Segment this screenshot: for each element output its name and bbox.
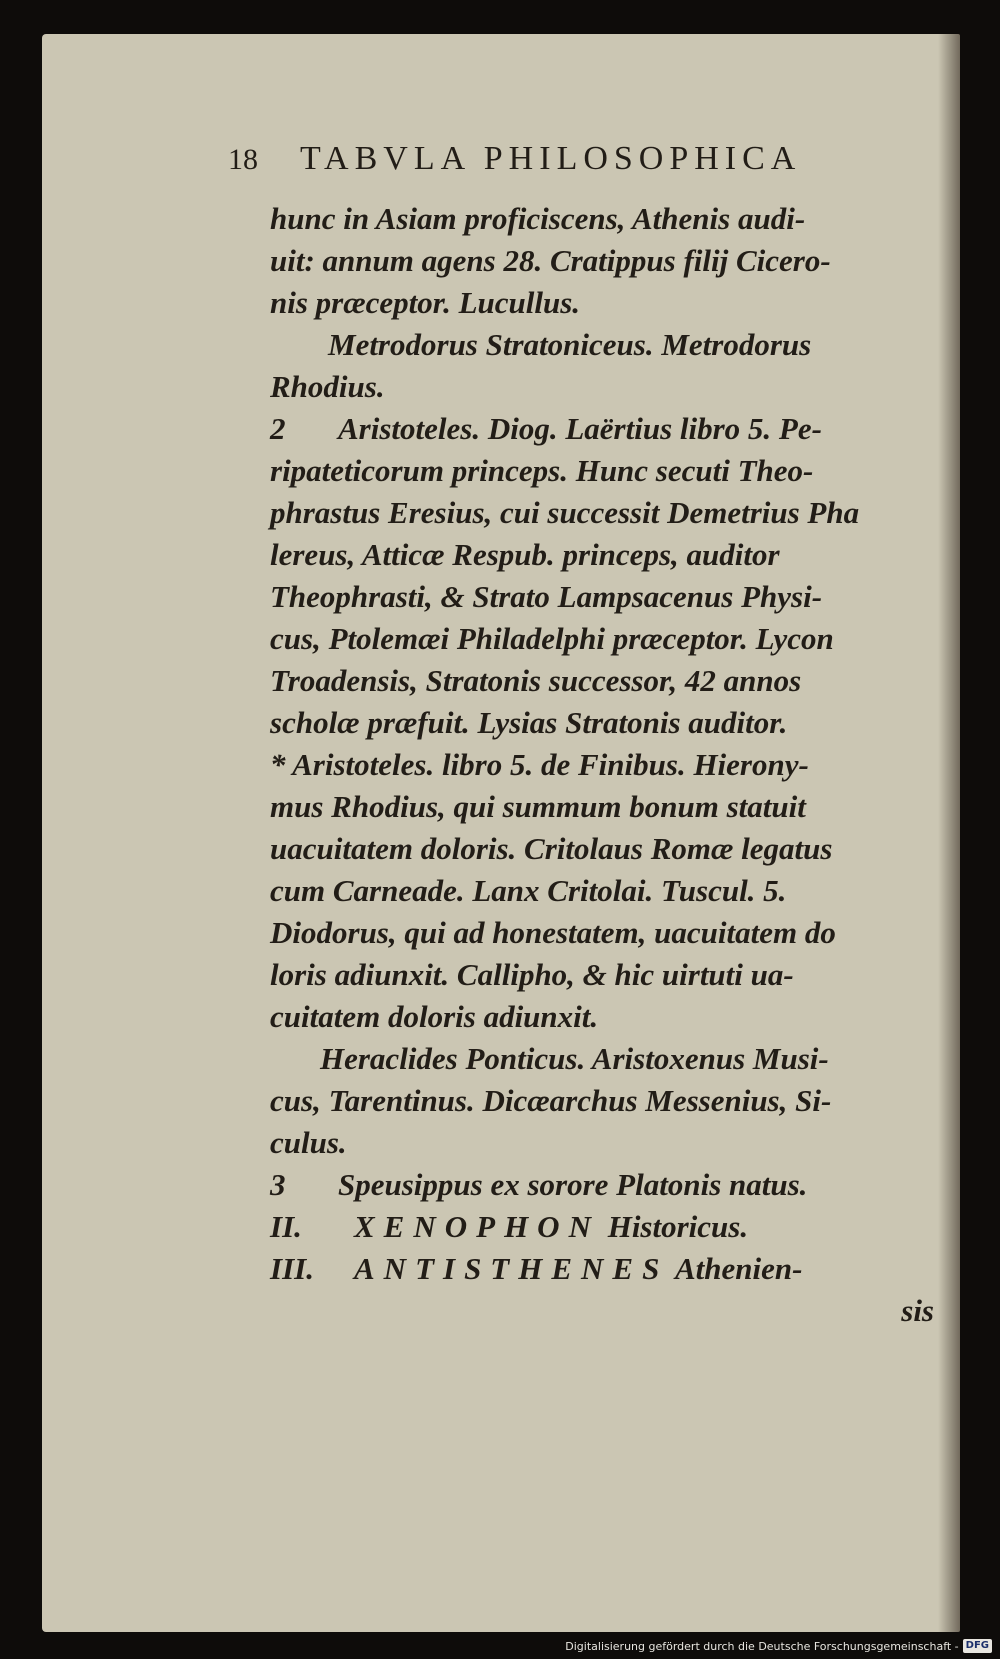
digitization-footer xyxy=(565,1637,992,1655)
numbered-line xyxy=(270,1164,940,1206)
philosopher-name: XENOPHON xyxy=(354,1209,600,1244)
roman-numeral: III. xyxy=(270,1251,314,1286)
text-line: nis præceptor. Lucullus. xyxy=(270,285,581,320)
text-line: loris adiunxit. Callipho, & hic uirtuti ua- xyxy=(270,957,794,992)
text-line: cus, Ptolemæi Philadelphi præceptor. Lycon xyxy=(270,621,834,656)
text-line: uit: annum agens 28. Cratippus filij Cicero- xyxy=(270,243,831,278)
text-line: culus. xyxy=(270,1125,347,1160)
text-line: cuitatem doloris adiunxit. xyxy=(270,999,599,1034)
text-line: Speusippus ex sorore Platonis natus. xyxy=(338,1167,808,1202)
running-title: TABVLA PHILOSOPHICA xyxy=(300,140,802,177)
text-line: Heraclides Ponticus. Aristoxenus Musi- xyxy=(320,1041,829,1076)
text-line: mus Rhodius, qui summum bonum statuit xyxy=(270,789,806,824)
text-line: Theophrasti, & Strato Lampsacenus Physi- xyxy=(270,579,823,614)
text-line: Aristoteles. Diog. Laërtius libro 5. Pe- xyxy=(338,411,822,446)
roman-numeral: II. xyxy=(270,1209,302,1244)
text-line: Metrodorus Stratoniceus. Metrodorus xyxy=(328,327,812,362)
page-number: 18 xyxy=(228,143,258,176)
text-line: ripateticorum princeps. Hunc secuti Theo- xyxy=(270,453,814,488)
text-line: uacuitatem doloris. Critolaus Romæ legatus xyxy=(270,831,833,866)
numbered-line xyxy=(270,408,940,450)
text-line: Diodorus, qui ad honestatem, uacuitatem do xyxy=(270,915,836,950)
text-line: scholæ præfuit. Lysias Stratonis auditor. xyxy=(270,705,788,740)
page-header xyxy=(228,140,928,184)
text-line: Troadensis, Stratonis successor, 42 annos xyxy=(270,663,802,698)
catchword: sis xyxy=(901,1293,934,1328)
footer-credit: Digitalisierung gefördert durch die Deutsche Forschungsgemeinschaft - xyxy=(565,1639,959,1653)
section-line xyxy=(270,1248,940,1290)
text-line: Aristoteles. libro 5. de Finibus. Hierony- xyxy=(292,747,809,782)
star-marker: * xyxy=(270,747,286,782)
philosopher-name: ANTISTHENES xyxy=(354,1251,669,1286)
item-marker: 3 xyxy=(270,1167,286,1202)
text-line: Historicus. xyxy=(607,1209,749,1244)
section-line xyxy=(270,1206,940,1248)
item-marker: 2 xyxy=(270,411,286,446)
text-line: lereus, Atticæ Respub. princeps, auditor xyxy=(270,537,780,572)
text-line: hunc in Asiam proficiscens, Athenis audi- xyxy=(270,201,806,236)
starred-line xyxy=(270,744,940,786)
text-line: Athenien- xyxy=(674,1251,803,1286)
text-line: phrastus Eresius, cui successit Demetrius Pha xyxy=(270,495,860,530)
dfg-logo: DFG xyxy=(963,1639,992,1653)
body-text xyxy=(270,198,940,1332)
text-line: Rhodius. xyxy=(270,369,385,404)
text-line: cus, Tarentinus. Dicæarchus Messenius, Si- xyxy=(270,1083,832,1118)
text-line: cum Carneade. Lanx Critolai. Tuscul. 5. xyxy=(270,873,787,908)
